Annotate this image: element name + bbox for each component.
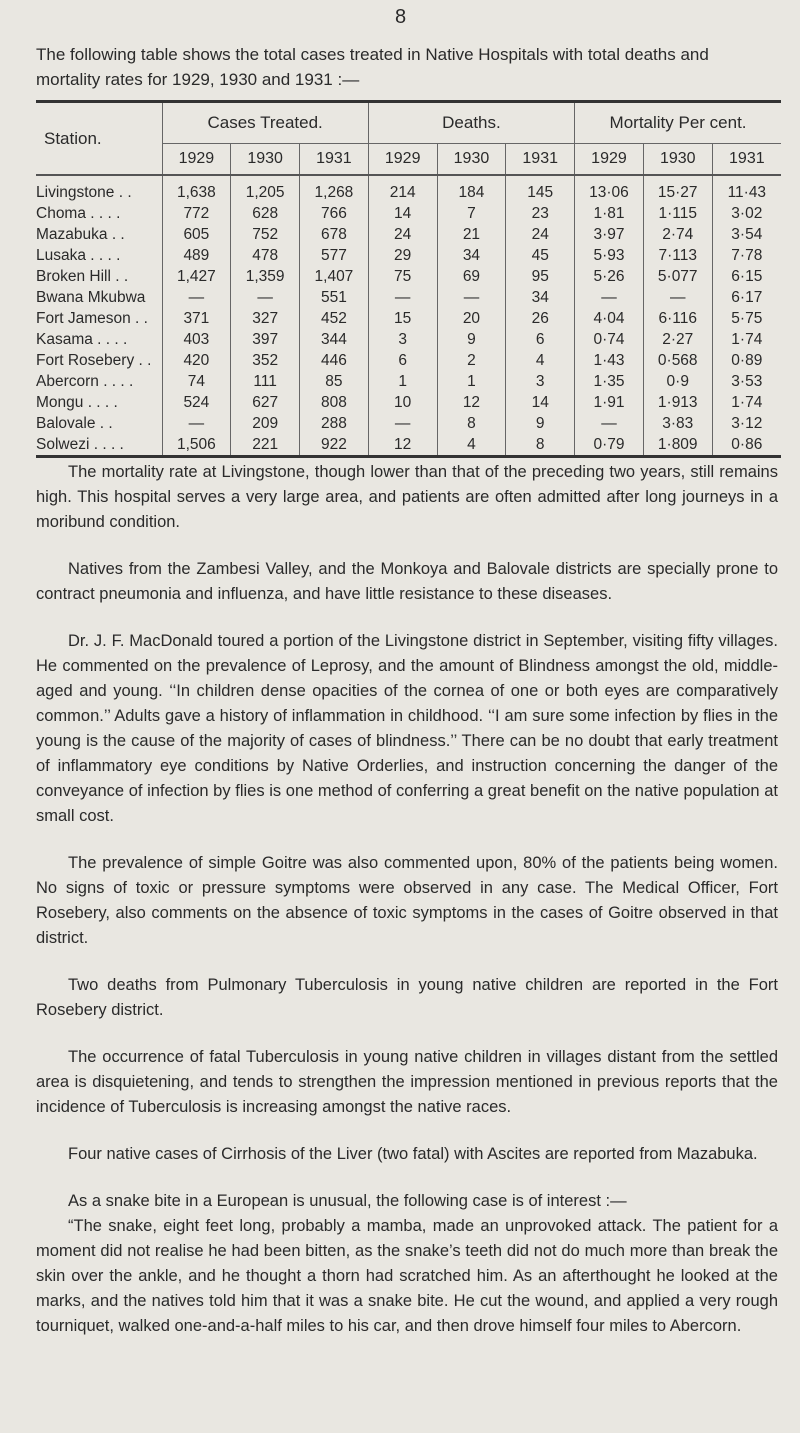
table-cell: 3·12 xyxy=(712,413,781,434)
table-cell: 1 xyxy=(437,371,506,392)
station-name: Choma . . . . xyxy=(36,204,121,222)
station-name: Bwana Mkubwa xyxy=(36,288,146,306)
table-cell: 6·17 xyxy=(712,287,781,308)
table-cell: 327 xyxy=(231,308,300,329)
station-name: Lusaka . . . . xyxy=(36,246,121,264)
station-name: Kasama . . . . xyxy=(36,330,128,348)
table-cell: 1·115 xyxy=(643,203,712,224)
table-cell: 524 xyxy=(162,392,231,413)
table-cell: 6 xyxy=(506,329,575,350)
table-cell: — xyxy=(231,287,300,308)
table-cell: 0·9 xyxy=(643,371,712,392)
table-cell: 452 xyxy=(300,308,369,329)
table-cell: 15 xyxy=(368,308,437,329)
station-name: Mongu . . . . xyxy=(36,393,118,411)
table-row xyxy=(36,308,781,329)
station-name: Mazabuka . . xyxy=(36,225,125,243)
table-cell: 678 xyxy=(300,224,369,245)
hospital-statistics-table xyxy=(36,100,781,458)
table-cell: 1,268 xyxy=(300,175,369,203)
table-cell: 6 xyxy=(368,350,437,371)
table-cell: — xyxy=(162,413,231,434)
table-cell: 221 xyxy=(231,434,300,457)
table-cell: 14 xyxy=(506,392,575,413)
table-cell: 352 xyxy=(231,350,300,371)
table-cell: 69 xyxy=(437,266,506,287)
table-cell: 184 xyxy=(437,175,506,203)
table-cell: 145 xyxy=(506,175,575,203)
table-cell: 0·89 xyxy=(712,350,781,371)
paragraph: Four native cases of Cirrhosis of the Liver (two fatal) with Ascites are reported from Mazabuka. xyxy=(68,1145,758,1163)
intro-paragraph: The following table shows the total cases treated in Native Hospitals with total deaths and mortality rates for 1929, 1930 and 1931 :— xyxy=(36,45,709,89)
table-cell: 1,638 xyxy=(162,175,231,203)
table-cell: 0·74 xyxy=(575,329,644,350)
table-cell: 34 xyxy=(437,245,506,266)
table-cell: 12 xyxy=(368,434,437,457)
table-cell: 2 xyxy=(437,350,506,371)
station-column-header: Station. xyxy=(36,102,162,176)
paragraph: The prevalence of simple Goitre was also commented upon, 80% of the patients being women. No signs of toxic or pressure symptoms were observed in any case. The Medical Officer, Fort Rosebery, also comments on the absence of toxic symptoms in the cases of Goitre observed in that district. xyxy=(36,854,778,947)
table-cell: 26 xyxy=(506,308,575,329)
table-cell: — xyxy=(162,287,231,308)
station-name: Fort Jameson . . xyxy=(36,309,148,327)
table-cell: 1,205 xyxy=(231,175,300,203)
table-cell: 1,506 xyxy=(162,434,231,457)
table-cell: 5·077 xyxy=(643,266,712,287)
table-cell: 397 xyxy=(231,329,300,350)
table-cell: 1·91 xyxy=(575,392,644,413)
paragraph: Natives from the Zambesi Valley, and the Monkoya and Balovale districts are specially prone to contract pneumonia and influenza, and have little resistance to these diseases. xyxy=(36,560,778,603)
table-cell: 3 xyxy=(368,329,437,350)
table-cell: 344 xyxy=(300,329,369,350)
table-cell: 1,427 xyxy=(162,266,231,287)
table-cell: 628 xyxy=(231,203,300,224)
table-cell: 4 xyxy=(437,434,506,457)
year-header: 1931 xyxy=(300,144,369,176)
table-cell: 551 xyxy=(300,287,369,308)
table-cell: 3·97 xyxy=(575,224,644,245)
table-cell: 1,359 xyxy=(231,266,300,287)
station-name: Solwezi . . . . xyxy=(36,434,162,457)
mortality-header: Mortality Per cent. xyxy=(575,102,781,144)
table-cell: 1·43 xyxy=(575,350,644,371)
table-cell: — xyxy=(575,287,644,308)
table-cell: 7·113 xyxy=(643,245,712,266)
table-cell: 420 xyxy=(162,350,231,371)
table-cell: 95 xyxy=(506,266,575,287)
table-cell: 209 xyxy=(231,413,300,434)
year-header: 1930 xyxy=(231,144,300,176)
table-cell: 1,407 xyxy=(300,266,369,287)
table-cell: 3·53 xyxy=(712,371,781,392)
table-row xyxy=(36,413,781,434)
table-cell: 21 xyxy=(437,224,506,245)
table-cell: 1 xyxy=(368,371,437,392)
table-cell: — xyxy=(368,413,437,434)
table-cell: 752 xyxy=(231,224,300,245)
year-header: 1931 xyxy=(712,144,781,176)
table-cell: 9 xyxy=(506,413,575,434)
table-cell: 577 xyxy=(300,245,369,266)
paragraph: Dr. J. F. MacDonald toured a portion of the Livingstone district in September, visiting fifty villages. He commented on the prevalence of Leprosy, and the amount of Blindness amongst the old, middle-aged and young. ‘‘In children dense opacities of the cornea of one or both eyes are comparatively common.’’ Adults gave a history of inflammation in childhood. ‘‘I am sure some infection by flies in the young is the cause of the majority of cases of blindness.’’ There can be no doubt that early treatment of inflammatory eye conditions by Native Orderlies, and instruction concerning the danger of the conveyance of infection by flies is one method of conferring a great benefit on the native population at small cost. xyxy=(36,632,778,825)
cases-treated-header: Cases Treated. xyxy=(162,102,368,144)
table-cell: 1·81 xyxy=(575,203,644,224)
table-row xyxy=(36,371,781,392)
table-cell: 1·913 xyxy=(643,392,712,413)
table-cell: 2·27 xyxy=(643,329,712,350)
body-text xyxy=(36,460,778,1361)
table-cell: 3·02 xyxy=(712,203,781,224)
table-row xyxy=(36,203,781,224)
table-cell: 5·26 xyxy=(575,266,644,287)
table-row xyxy=(36,350,781,371)
paragraph: Two deaths from Pulmonary Tuberculosis in young native children are reported in the Fort Rosebery district. xyxy=(36,976,778,1019)
paragraph: The mortality rate at Livingstone, though lower than that of the preceding two years, still remains high. This hospital serves a very large area, and patients are often admitted after long journeys in a moribund condition. xyxy=(36,463,778,531)
table-cell: 4·04 xyxy=(575,308,644,329)
table-cell: — xyxy=(368,287,437,308)
year-header: 1930 xyxy=(643,144,712,176)
table-cell: 5·75 xyxy=(712,308,781,329)
table-cell: 371 xyxy=(162,308,231,329)
table-cell: 14 xyxy=(368,203,437,224)
statistics-table-container xyxy=(36,100,781,458)
page-number: 8 xyxy=(395,6,407,28)
table-cell: 4 xyxy=(506,350,575,371)
table-cell: 446 xyxy=(300,350,369,371)
year-header: 1929 xyxy=(368,144,437,176)
paragraph: The occurrence of fatal Tuberculosis in young native children in villages distant from the settled area is disquietening, and tends to strengthen the impression mentioned in previous reports that the incidence of Tuberculosis is increasing amongst the native races. xyxy=(36,1048,778,1116)
table-cell: 3·83 xyxy=(643,413,712,434)
station-name: Balovale . . xyxy=(36,414,113,432)
table-cell: 11·43 xyxy=(712,175,781,203)
table-cell: 1·809 xyxy=(643,434,712,457)
table-cell: 1·35 xyxy=(575,371,644,392)
table-cell: 8 xyxy=(437,413,506,434)
table-cell: 7·78 xyxy=(712,245,781,266)
table-cell: 13·06 xyxy=(575,175,644,203)
table-cell: 6·15 xyxy=(712,266,781,287)
station-name: Abercorn . . . . xyxy=(36,372,134,390)
year-header: 1929 xyxy=(575,144,644,176)
table-cell: 24 xyxy=(506,224,575,245)
table-cell: 0·568 xyxy=(643,350,712,371)
table-row xyxy=(36,266,781,287)
table-cell: — xyxy=(437,287,506,308)
table-cell: 45 xyxy=(506,245,575,266)
table-cell: 0·86 xyxy=(712,434,781,457)
table-cell: 24 xyxy=(368,224,437,245)
year-header: 1929 xyxy=(162,144,231,176)
table-cell: 23 xyxy=(506,203,575,224)
table-cell: 478 xyxy=(231,245,300,266)
table-cell: 20 xyxy=(437,308,506,329)
table-cell: 627 xyxy=(231,392,300,413)
table-cell: 85 xyxy=(300,371,369,392)
snake-bite-quote: “The snake, eight feet long, probably a mamba, made an unprovoked attack. The patient for a moment did not realise he had been bitten, as the snake’s teeth did not do much more than break the skin over the ankle, and he thought a thorn had scratched him. As an afterthought he looked at the marks, and the natives told him that it was a snake bite. He cut the wound, and applied a very rough tourniquet, walked one-and-a-half miles to his car, and then drove himself four miles to Abercorn. xyxy=(36,1217,778,1335)
table-cell: 214 xyxy=(368,175,437,203)
table-cell: 772 xyxy=(162,203,231,224)
table-cell: 922 xyxy=(300,434,369,457)
table-cell: 766 xyxy=(300,203,369,224)
table-cell: 29 xyxy=(368,245,437,266)
table-cell: 75 xyxy=(368,266,437,287)
table-row xyxy=(36,329,781,350)
table-cell: 74 xyxy=(162,371,231,392)
snake-bite-intro: As a snake bite in a European is unusual, the following case is of interest :— xyxy=(68,1192,627,1210)
table-cell: 808 xyxy=(300,392,369,413)
table-cell: 8 xyxy=(506,434,575,457)
table-row xyxy=(36,392,781,413)
table-cell: 12 xyxy=(437,392,506,413)
table-row xyxy=(36,175,781,203)
table-cell: 1·74 xyxy=(712,329,781,350)
table-cell: 2·74 xyxy=(643,224,712,245)
table-cell: 0·79 xyxy=(575,434,644,457)
table-row xyxy=(36,287,781,308)
table-cell: 3 xyxy=(506,371,575,392)
station-name: Livingstone . . xyxy=(36,183,132,201)
table-cell: 3·54 xyxy=(712,224,781,245)
table-cell: 34 xyxy=(506,287,575,308)
table-cell: 605 xyxy=(162,224,231,245)
table-cell: — xyxy=(643,287,712,308)
table-cell: 1·74 xyxy=(712,392,781,413)
table-row xyxy=(36,224,781,245)
table-cell: 5·93 xyxy=(575,245,644,266)
table-cell: 403 xyxy=(162,329,231,350)
table-row xyxy=(36,245,781,266)
table-cell: 288 xyxy=(300,413,369,434)
table-cell: — xyxy=(575,413,644,434)
year-header: 1931 xyxy=(506,144,575,176)
table-cell: 489 xyxy=(162,245,231,266)
year-header: 1930 xyxy=(437,144,506,176)
table-cell: 9 xyxy=(437,329,506,350)
table-row xyxy=(36,434,781,457)
table-cell: 111 xyxy=(231,371,300,392)
table-cell: 10 xyxy=(368,392,437,413)
deaths-header: Deaths. xyxy=(368,102,574,144)
station-name: Broken Hill . . xyxy=(36,267,129,285)
table-cell: 15·27 xyxy=(643,175,712,203)
station-name: Fort Rosebery . . xyxy=(36,351,152,369)
table-cell: 7 xyxy=(437,203,506,224)
table-cell: 6·116 xyxy=(643,308,712,329)
